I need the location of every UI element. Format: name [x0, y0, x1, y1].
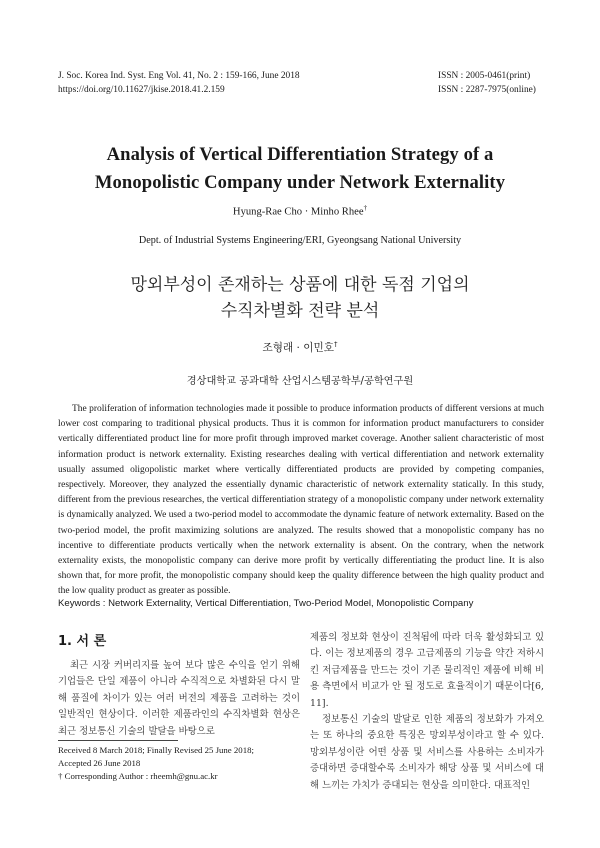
authors-korean — [60, 340, 540, 355]
doi-link[interactable]: https://doi.org/10.11627/jkise.2018.41.2.159 — [58, 85, 225, 95]
authors-english — [60, 204, 540, 218]
title-english-line2: Monopolistic Company under Network Externality — [94, 172, 506, 193]
footnotes — [58, 744, 298, 783]
abstract: The proliferation of information technologies made it possible to produce information products of different versions at much lower cost comparing to traditional physical products. Thus it is common for information product manufacturers to consider vertically differentiated product line for more profit through improved market coverage. Another salient characteristic of most information product is network externality. Existing researches dealing with vertical differentiation and network externality usually assumed oligopolistic market where vertically differentiated products are provided by competing companies, respectively. Moreover, they analyzed the essentially dynamic characteristic of network externality statically. In this study, different from the previous researches, the vertical differentiation strategy of a monopolistic company under network externality is dynamically analyzed. We used a two-period model to accommodate the dynamic feature of network externality. Based on the two-period model, the profit maximizing solutions are analyzed. The results showed that a monopolistic company has no incentive to differentiate products vertically when the network externality is absent. On the contrary, when the network externality exists, the monopolistic company can derive more profit by vertically differentiating the product line. It is also shown that, for more profit, the monopolistic company should keep the quality difference between the high quality product and the low quality product as greater as possible. — [58, 404, 544, 597]
intro-paragraph-right-1: 제품의 정보화 현상이 진척됨에 따라 더욱 활성화되고 있다. 이는 정보제품의 경우 고급제품의 기능을 약간 저하시킨 저급제품을 만드는 것이 기존 물리적인 제품에 비해 비용 측면에서 비교가 안 될 정도로 효율적이기 때문이다[6, 11]. — [310, 632, 544, 709]
title-korean — [60, 272, 540, 324]
authors-korean-names: 조형래 · 이민호 — [262, 342, 334, 354]
issn-block — [438, 69, 536, 97]
corresponding-mark: † — [363, 204, 368, 212]
intro-paragraph-left: 최근 시장 커버리지를 높여 보다 많은 수익을 얻기 위해 기업들은 단일 제품이 아니라 수직적으로 차별화된 다시 말해 품질에 차이가 있는 여러 버전의 제품을 고려하는 것이 일반적인 현상이다. 이러한 제품라인의 수직차별화 현상은 최근 정보통신 기술의 발달을 바탕으로 — [58, 660, 300, 737]
journal-citation: J. Soc. Korea Ind. Syst. Eng Vol. 41, No. 2 : 159-166, June 2018 — [58, 71, 300, 81]
section-heading-introduction: 1. 서 론 — [58, 634, 107, 649]
footnote-accepted: Accepted 26 June 2018 — [58, 758, 141, 768]
intro-paragraph-right-2: 정보통신 기술의 발달로 인한 제품의 정보화가 가져오는 또 하나의 중요한 특징은 망외부성이라고 할 수 있다. 망외부성이란 어떤 상품 및 서비스를 사용하는 소비자가 증대하면 증대할수록 소비자가 해당 상품 및 서비스에 대해 느끼는 가치가 증대되는 현상을 의미한다. 대표적인 — [310, 714, 544, 791]
title-korean-line1: 망외부성이 존재하는 상품에 대한 독점 기업의 — [130, 275, 470, 295]
corresponding-mark-ko: † — [334, 340, 338, 349]
keywords-list: : Network Externality, Vertical Differentiation, Two-Period Model, Monopolistic Company — [102, 598, 474, 609]
title-english — [60, 141, 540, 197]
affiliation-korean: 경상대학교 공과대학 산업시스템공학부/공학연구원 — [186, 376, 414, 387]
issn-online: ISSN : 2287-7975(online) — [438, 85, 536, 95]
issn-print: ISSN : 2005-0461(print) — [438, 71, 531, 81]
journal-header — [58, 69, 300, 97]
title-korean-line2: 수직차별화 전략 분석 — [220, 301, 380, 321]
authors-english-names: Hyung-Rae Cho · Minho Rhee — [232, 206, 364, 218]
keywords — [58, 598, 544, 609]
footnote-received: Received 8 March 2018; Finally Revised 25 June 2018; — [58, 745, 254, 755]
title-english-line1: Analysis of Vertical Differentiation Strategy of a — [106, 144, 494, 165]
footnote-corresponding: † Corresponding Author : rheemh@gnu.ac.kr — [58, 771, 218, 781]
footnote-divider — [58, 740, 178, 741]
affiliation-english: Dept. of Industrial Systems Engineering/ERI, Gyeongsang National University — [138, 235, 462, 246]
keywords-label: Keywords — [58, 598, 101, 609]
